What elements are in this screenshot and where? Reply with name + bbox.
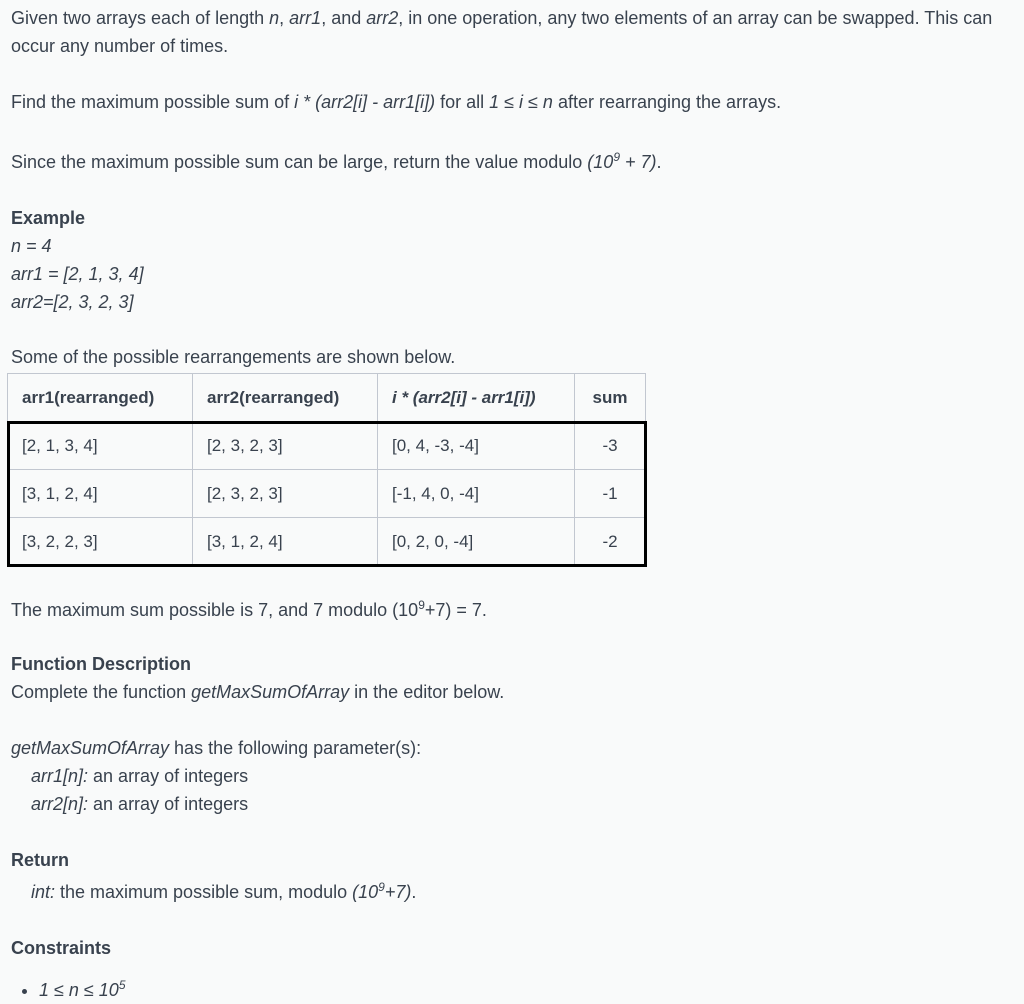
parameters-intro: getMaxSumOfArray has the following parameter(s): (11, 738, 422, 758)
function-description-heading: Function Description (11, 654, 191, 674)
cell-sum: -3 (575, 422, 646, 470)
function-description-line: Complete the function getMaxSumOfArray in the editor below. (11, 682, 505, 702)
cell-sum: -2 (575, 518, 646, 566)
return-description: int: the maximum possible sum, modulo $(10^9+7)$. (31, 880, 417, 902)
cell-expr: [0, 2, 0, -4] (378, 518, 575, 566)
constraints-heading: Constraints (11, 938, 112, 958)
param-arr2: arr2[n]: an array of integers (31, 794, 249, 814)
problem-statement (11, 4, 1011, 1004)
list-item: • $1 \le n \le 10^5$ (39, 976, 1011, 1004)
cell-sum: -1 (575, 470, 646, 518)
find-paragraph: Find the maximum possible sum of i * (arr2[i] - arr1[i]) for all 1 ≤ i ≤ n after rearranging the arrays. (11, 92, 782, 112)
table-header-row (8, 374, 646, 422)
cell-arr2: [2, 3, 2, 3] (193, 470, 378, 518)
cell-arr1: [3, 2, 2, 3] (8, 518, 193, 566)
example-n: n = 4 (11, 236, 52, 256)
return-heading: Return (11, 850, 69, 870)
param-arr1: arr1[n]: an array of integers (31, 766, 249, 786)
cell-expr: [0, 4, -3, -4] (378, 422, 575, 470)
rearrangements-table (7, 373, 646, 566)
table-row (8, 470, 646, 518)
cell-arr2: [3, 1, 2, 4] (193, 518, 378, 566)
header-expr: i * (arr2[i] - arr1[i]) (378, 374, 575, 422)
table-row (8, 422, 646, 470)
modulo-paragraph: Since the maximum possible sum can be large, return the value modulo $(10^9 + 7)$. (11, 150, 662, 172)
cell-arr1: [3, 1, 2, 4] (8, 470, 193, 518)
cell-arr1: [2, 1, 3, 4] (8, 422, 193, 470)
header-arr2: arr2(rearranged) (193, 374, 378, 422)
cell-expr: [-1, 4, 0, -4] (378, 470, 575, 518)
example-arr2: arr2=[2, 3, 2, 3] (11, 292, 134, 312)
table-caption: Some of the possible rearrangements are shown below. (11, 347, 456, 367)
header-arr1: arr1(rearranged) (8, 374, 193, 422)
example-arr1: arr1 = [2, 1, 3, 4] (11, 264, 144, 284)
cell-arr2: [2, 3, 2, 3] (193, 422, 378, 470)
example-result: The maximum sum possible is 7, and 7 modulo $(10^9+7) = 7$. (11, 598, 487, 620)
constraints-list (11, 976, 1011, 1004)
intro-paragraph: Given two arrays each of length n, arr1, and arr2, in one operation, any two elements of an array can be swapped. This can occur any number of times. (11, 8, 993, 56)
table-row (8, 518, 646, 566)
header-sum: sum (575, 374, 646, 422)
example-heading: Example (11, 208, 86, 228)
